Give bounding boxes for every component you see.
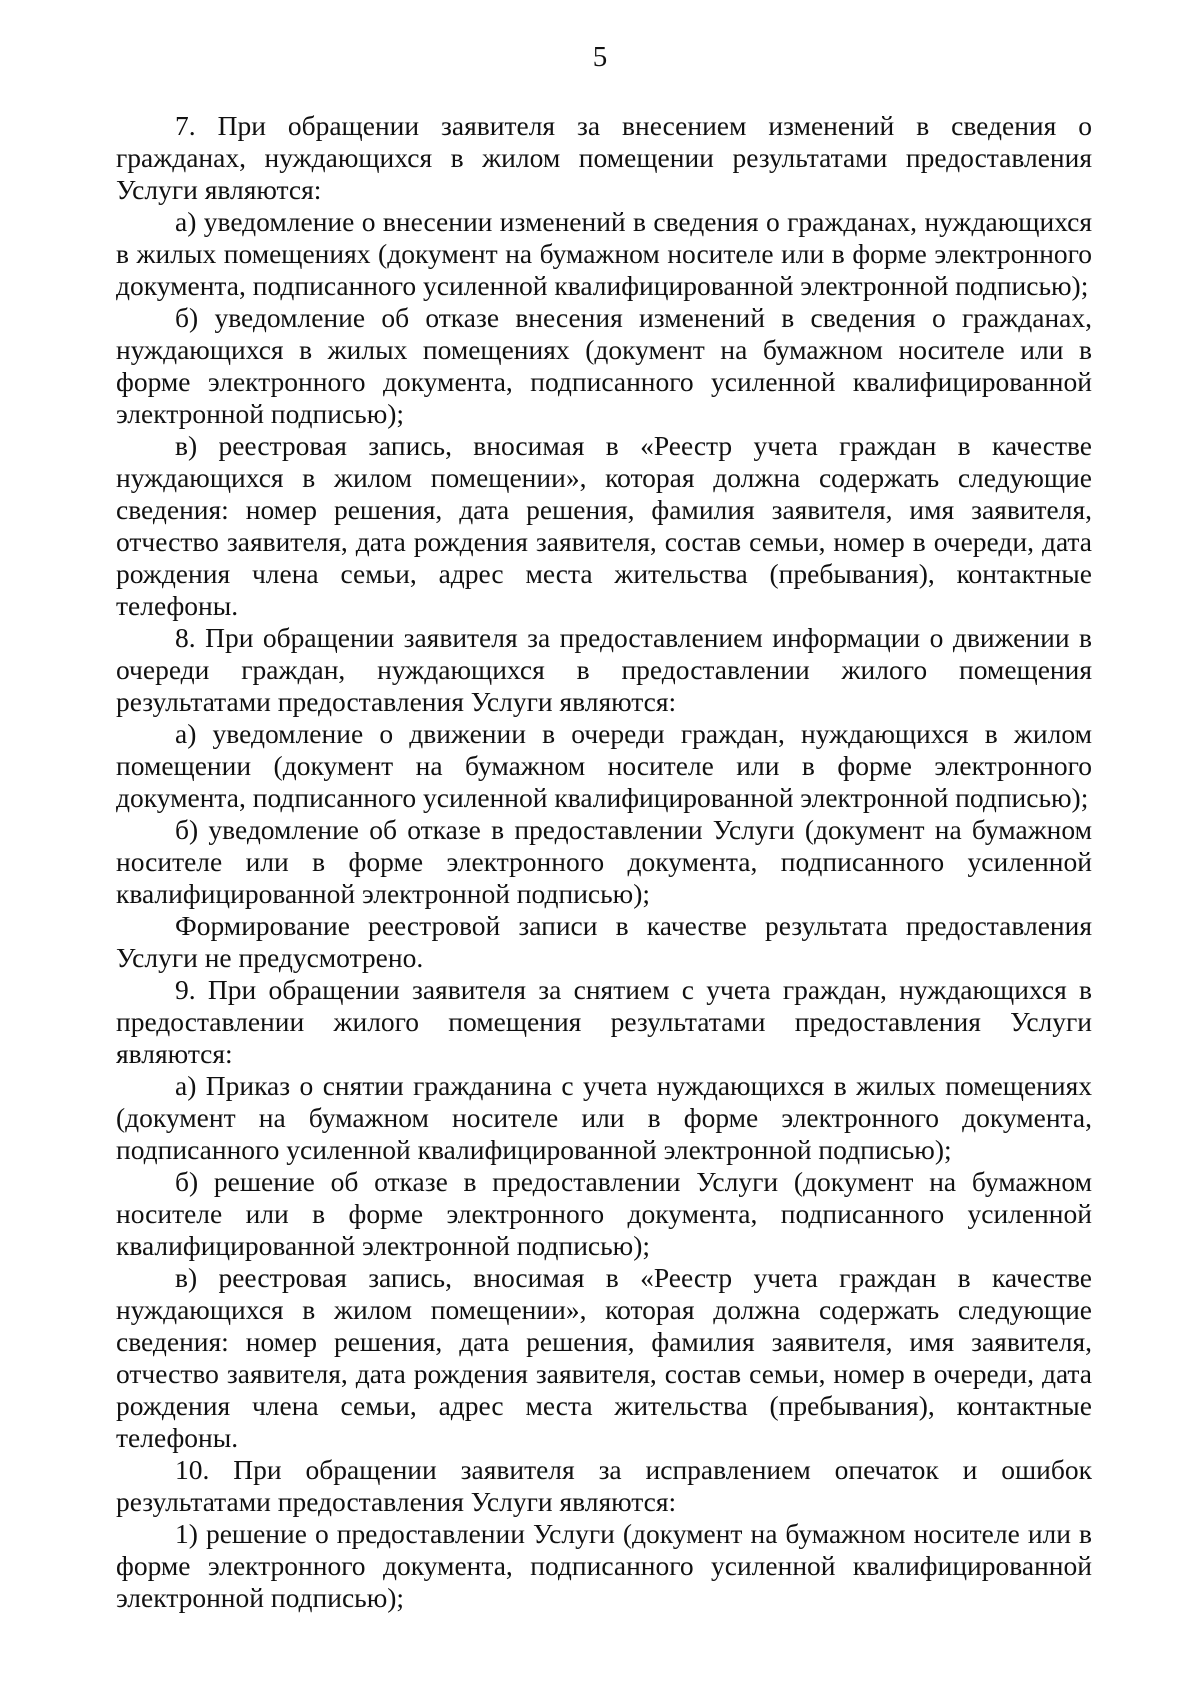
paragraph-9b: б) решение об отказе в предоставлении Услуги (документ на бумажном носителе или в форме электронного документа, подписанного усиленной квалифицированной электронной подписью); [116,1166,1092,1261]
paragraph-7b: б) уведомление об отказе внесения изменений в сведения о гражданах, нуждающихся в жилых помещениях (документ на бумажном носителе или в форме электронного документа, подписанного усиленной квалифицированной электронной подписью); [116,302,1092,429]
document-body [116,110,1092,1614]
page-number: 5 [592,41,608,73]
paragraph-8a: а) уведомление о движении в очереди граждан, нуждающихся в жилом помещении (документ на бумажном носителе или в форме электронного документа, подписанного усиленной квалифицированной электронной подписью); [116,718,1092,813]
paragraph-10-intro: 10. При обращении заявителя за исправлением опечаток и ошибок результатами предоставления Услуги являются: [116,1454,1092,1517]
paragraph-10-1: 1) решение о предоставлении Услуги (документ на бумажном носителе или в форме электронного документа, подписанного усиленной квалифицированной электронной подписью); [116,1518,1092,1613]
paragraph-7a: а) уведомление о внесении изменений в сведения о гражданах, нуждающихся в жилых помещениях (документ на бумажном носителе или в форме электронного документа, подписанного усиленной квалифицированной электронной подписью); [116,206,1092,301]
paragraph-9a: а) Приказ о снятии гражданина с учета нуждающихся в жилых помещениях (документ на бумажном носителе или в форме электронного документа, подписанного усиленной квалифицированной электронной подписью); [116,1070,1092,1165]
paragraph-8b: б) уведомление об отказе в предоставлении Услуги (документ на бумажном носителе или в форме электронного документа, подписанного усиленной квалифицированной электронной подписью); [116,814,1092,909]
paragraph-7-intro: 7. При обращении заявителя за внесением изменений в сведения о гражданах, нуждающихся в жилом помещении результатами предоставления Услуги являются: [116,110,1092,205]
paragraph-7c: в) реестровая запись, вносимая в «Реестр учета граждан в качестве нуждающихся в жилом помещении», которая должна содержать следующие сведения: номер решения, дата решения, фамилия заявителя, имя заявителя, отчество заявителя, дата рождения заявителя, состав семьи, номер в очереди, дата рождения члена семьи, адрес места жительства (пребывания), контактные телефоны. [116,430,1092,621]
paragraph-8-intro: 8. При обращении заявителя за предоставлением информации о движении в очереди граждан, нуждающихся в предоставлении жилого помещения результатами предоставления Услуги являются: [116,622,1092,717]
paragraph-9-intro: 9. При обращении заявителя за снятием с учета граждан, нуждающихся в предоставлении жилого помещения результатами предоставления Услуги являются: [116,974,1092,1069]
paragraph-8-note: Формирование реестровой записи в качестве результата предоставления Услуги не предусмотрено. [116,910,1092,973]
paragraph-9c: в) реестровая запись, вносимая в «Реестр учета граждан в качестве нуждающихся в жилом помещении», которая должна содержать следующие сведения: номер решения, дата решения, фамилия заявителя, имя заявителя, отчество заявителя, дата рождения заявителя, состав семьи, номер в очереди, дата рождения члена семьи, адрес места жительства (пребывания), контактные телефоны. [116,1262,1092,1453]
